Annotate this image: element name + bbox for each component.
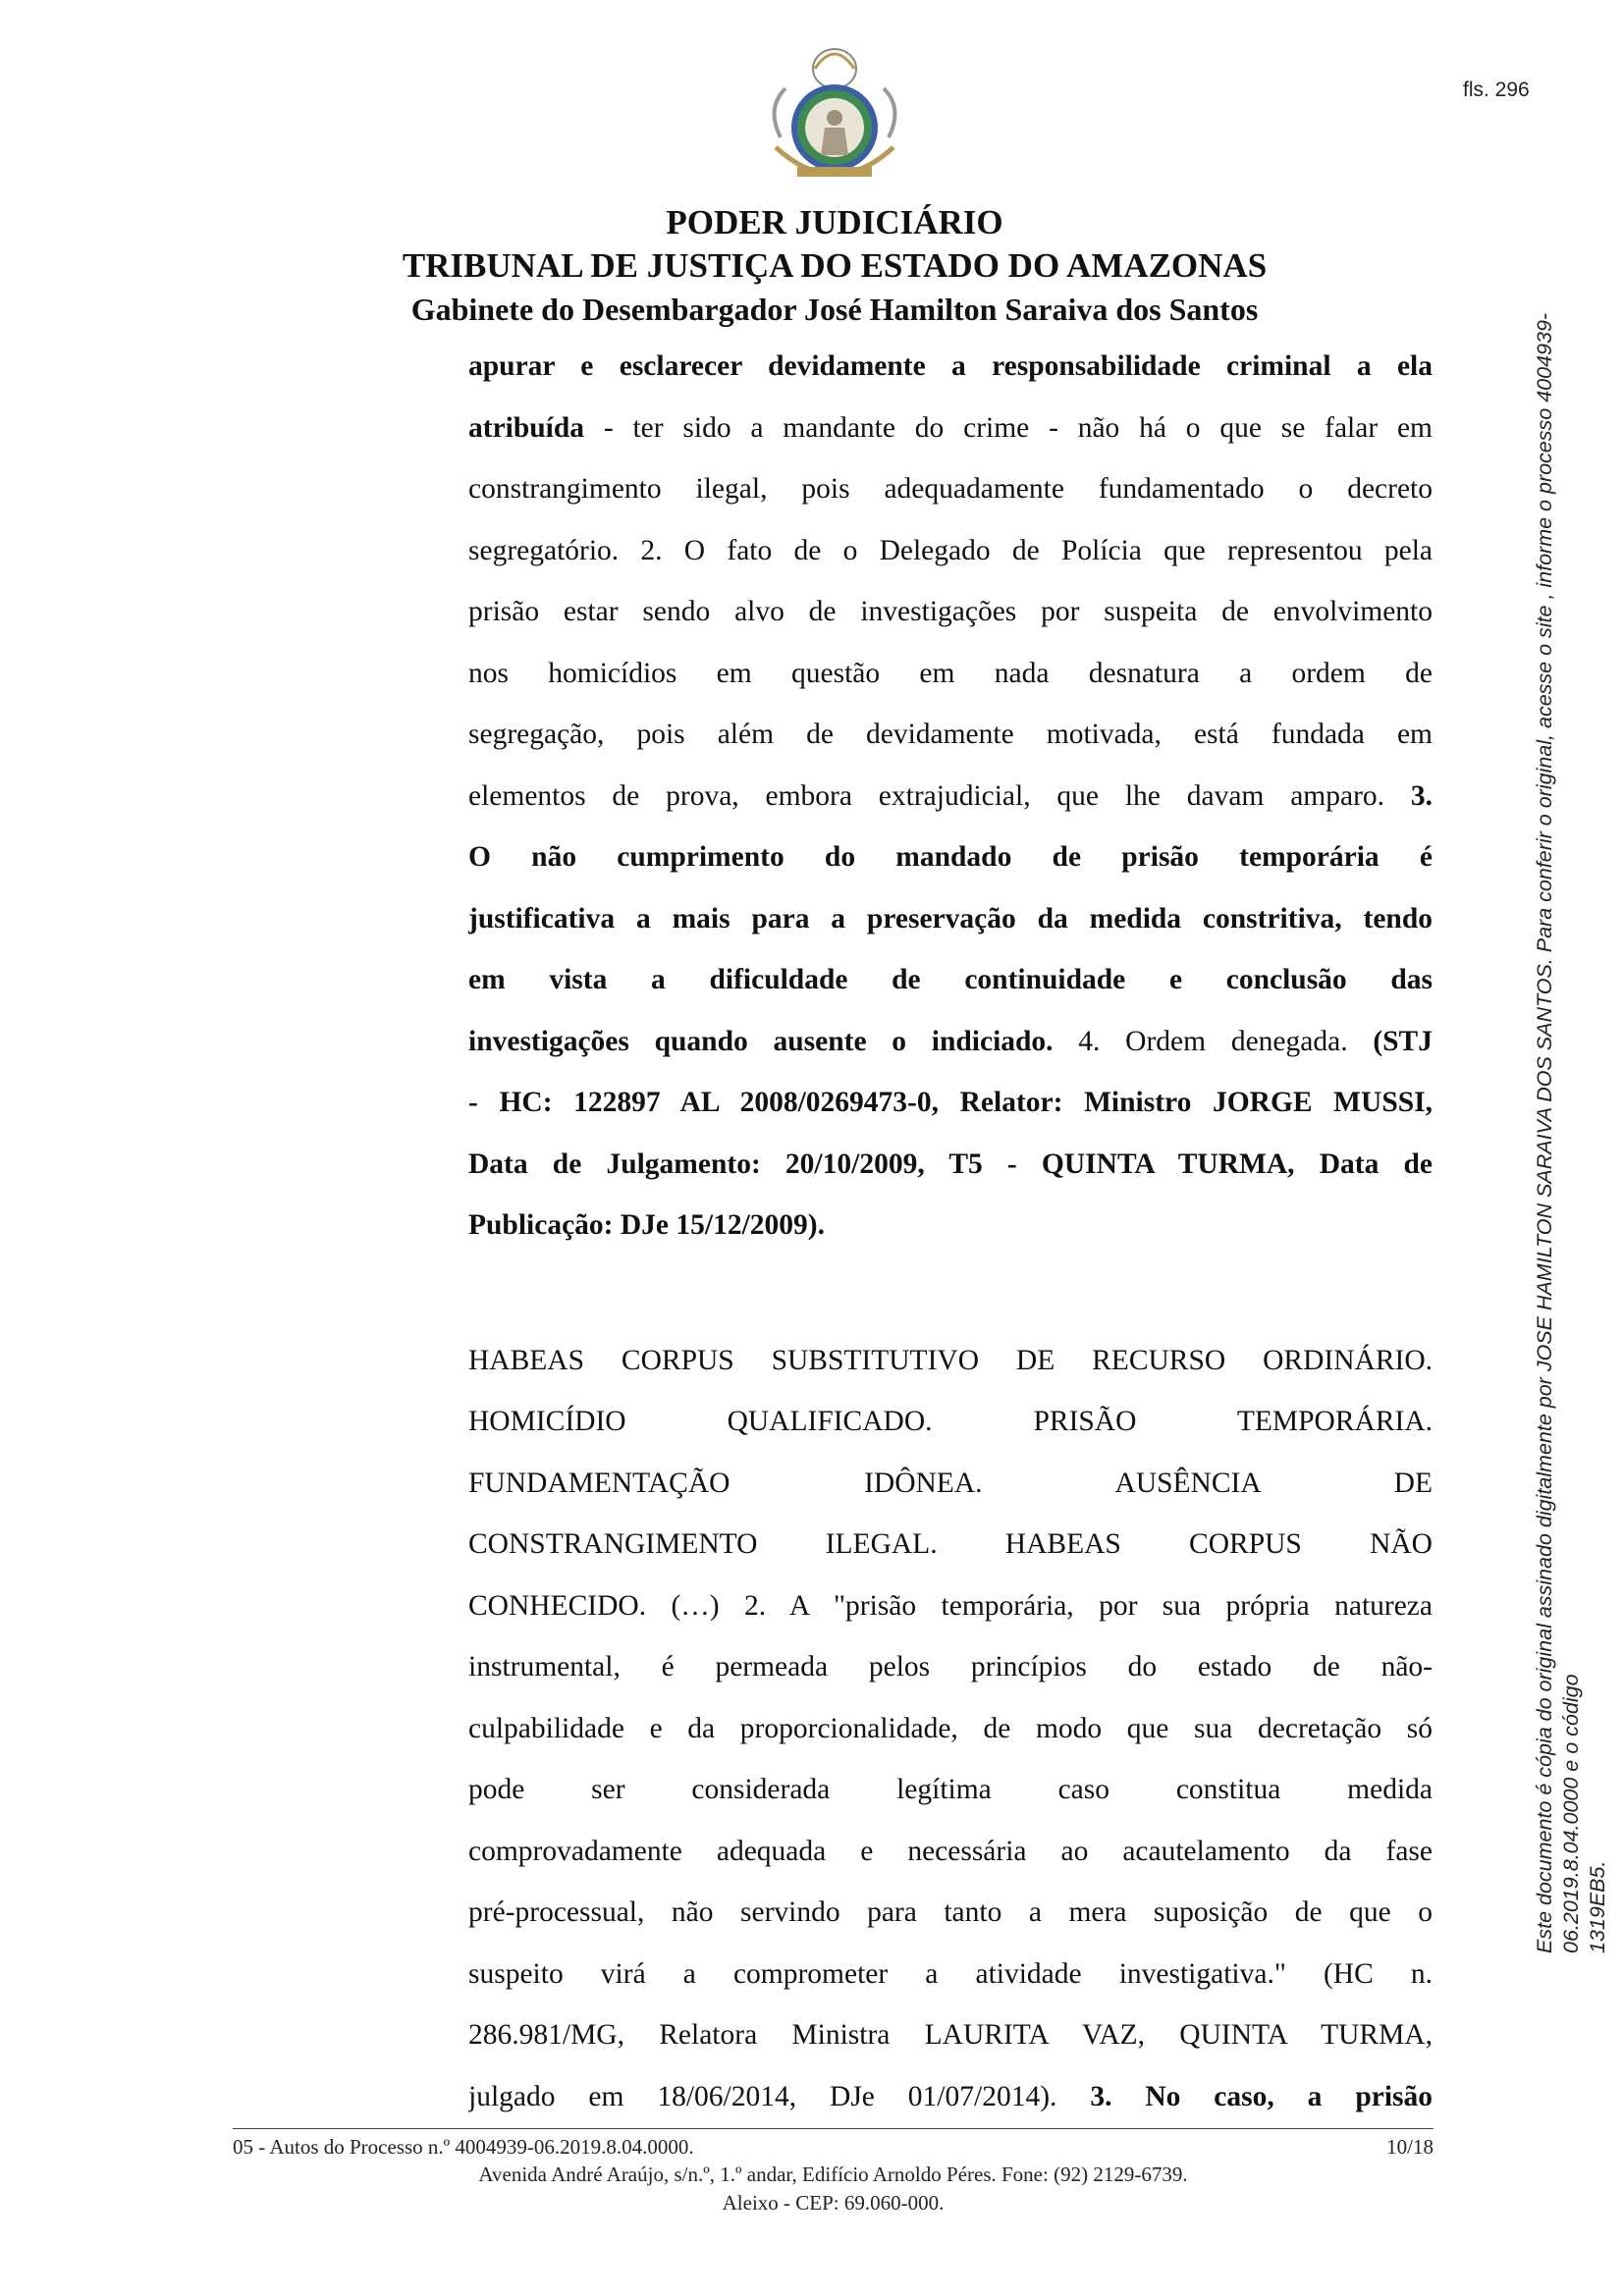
header-office: Gabinete do Desembargador José Hamilton Saraiva dos Santos: [410, 292, 1259, 327]
body-text-line: [468, 581, 1433, 643]
bold-text-run: Data de Julgamento: 20/10/2009, T5 - QUINTA TURMA, Data de: [468, 1148, 1433, 1180]
body-text-line: [468, 1575, 1433, 1637]
text-run: CONHECIDO. (…) 2. A "prisão temporária, por sua própria natureza: [468, 1589, 1433, 1622]
body-text-line: [468, 398, 1433, 459]
text-run: nos homicídios em questão em nada desnatura a ordem de: [468, 657, 1433, 689]
text-run: FUNDAMENTAÇÃO IDÔNEA. AUSÊNCIA DE: [468, 1467, 1433, 1499]
bold-text-run: O não cumprimento do mandado de prisão temporária é: [468, 841, 1433, 873]
bold-text-run: - HC: 122897 AL 2008/0269473-0, Relator: Ministro JORGE MUSSI,: [468, 1087, 1433, 1118]
bold-text-run: Publicação: DJe 15/12/2009).: [468, 1209, 825, 1241]
signature-note-line-2: 1319EB5.: [1586, 1860, 1609, 1953]
text-run: culpabilidade e da proporcionalidade, de modo que sua decretação só: [468, 1712, 1433, 1744]
text-run: suspeito virá a comprometer a atividade investigativa." (HC n.: [468, 1957, 1433, 1990]
text-run: instrumental, é permeada pelos princípios do estado de não-: [468, 1651, 1433, 1682]
text-run: 4. Ordem denegada.: [1053, 1025, 1374, 1057]
body-text-line: [468, 766, 1433, 828]
footer-process-number: 05 - Autos do Processo n.º 4004939-06.2019.8.04.0000.: [233, 2135, 694, 2159]
bold-text-run: atribuída: [468, 411, 585, 444]
page-number-label: fls. 296: [1463, 79, 1530, 101]
body-text-line: [468, 1011, 1433, 1073]
text-run: segregatório. 2. O fato de o Delegado de Polícia que representou pela: [468, 534, 1433, 566]
bold-text-run: (STJ: [1373, 1025, 1433, 1057]
body-text-line: [468, 1453, 1433, 1515]
body-text-line: [468, 2066, 1433, 2128]
bold-text-run: apurar e esclarecer devidamente a responsabilidade criminal a ela: [468, 350, 1433, 382]
paragraph-gap: [468, 1256, 1433, 1330]
body-text-line: [468, 1195, 1433, 1256]
court-seal-emblem: [756, 29, 913, 201]
body-text-line: [468, 1072, 1433, 1134]
digital-signature-note: [1532, 157, 1611, 1953]
body-text-line: [468, 704, 1433, 766]
text-run: - ter sido a mandante do crime - não há o que se falar em: [584, 411, 1433, 444]
text-run: julgado em 18/06/2014, DJe 01/07/2014).: [468, 2080, 1091, 2112]
body-text-line: [468, 1134, 1433, 1196]
body-text-line: [468, 827, 1433, 888]
bold-text-run: justificativa a mais para a preservação da medida constritiva, tendo: [468, 902, 1433, 934]
text-run: constrangimento ilegal, pois adequadamente fundamentado o decreto: [468, 473, 1433, 505]
body-text-line: [468, 2004, 1433, 2066]
text-run: prisão estar sendo alvo de investigações por suspeita de envolvimento: [468, 596, 1433, 627]
body-text-line: [468, 1514, 1433, 1575]
body-text-line: [468, 1636, 1433, 1698]
text-run: segregação, pois além de devidamente motivada, está fundada em: [468, 719, 1433, 750]
text-run: 286.981/MG, Relatora Ministra LAURITA VAZ, QUINTA TURMA,: [468, 2019, 1433, 2051]
bold-text-run: 3.: [1410, 779, 1433, 812]
document-header: [0, 201, 1623, 331]
footer-page-count: 10/18: [1386, 2135, 1434, 2159]
body-text-line: [468, 1882, 1433, 1944]
text-run: pré-processual, não servindo para tanto a mera suposição de que o: [468, 1896, 1433, 1928]
body-text-line: [468, 1944, 1433, 2005]
body-text-line: [468, 458, 1433, 520]
text-run: elementos de prova, embora extrajudicial, que lhe davam amparo.: [468, 779, 1411, 812]
body-text-line: [468, 888, 1433, 950]
signature-note-line-1: Este documento é cópia do original assinado digitalmente por JOSE HAMILTON SARAIVA DOS SANTOS. Para conferir o original, acesse o site , informe o processo 4004939-06.2019.8.04.0000 e o código: [1533, 312, 1583, 1953]
bold-text-run: em vista a dificuldade de continuidade e conclusão das: [468, 964, 1433, 995]
body-text-line: [468, 336, 1433, 398]
body-text-line: [468, 643, 1433, 705]
header-court: TRIBUNAL DE JUSTIÇA DO ESTADO DO AMAZONAS: [402, 246, 1268, 285]
body-text-line: [468, 1330, 1433, 1392]
body-text-line: [468, 1759, 1433, 1821]
header-judiciary: PODER JUDICIÁRIO: [666, 203, 1003, 241]
document-body: [468, 336, 1433, 2127]
text-run: HABEAS CORPUS SUBSTITUTIVO DE RECURSO ORDINÁRIO.: [468, 1344, 1433, 1376]
body-text-line: [468, 1821, 1433, 1883]
body-text-line: [468, 520, 1433, 582]
body-text-line: [468, 1391, 1433, 1453]
text-run: HOMICÍDIO QUALIFICADO. PRISÃO TEMPORÁRIA.: [468, 1406, 1433, 1437]
page-footer: [233, 2128, 1434, 2216]
bold-text-run: 3. No caso, a prisão: [1090, 2080, 1433, 2112]
text-run: CONSTRANGIMENTO ILEGAL. HABEAS CORPUS NÃO: [468, 1528, 1433, 1560]
text-run: pode ser considerada legítima caso constitua medida: [468, 1774, 1433, 1805]
text-run: comprovadamente adequada e necessária ao acautelamento da fase: [468, 1835, 1433, 1867]
body-text-line: [468, 1698, 1433, 1760]
body-text-line: [468, 949, 1433, 1011]
bold-text-run: investigações quando ausente o indiciado.: [468, 1025, 1054, 1057]
footer-address-line-1: Avenida André Araújo, s/n.º, 1.º andar, Edifício Arnoldo Péres. Fone: (92) 2129-6739.: [478, 2163, 1188, 2186]
footer-address-line-2: Aleixo - CEP: 69.060-000.: [722, 2191, 945, 2215]
